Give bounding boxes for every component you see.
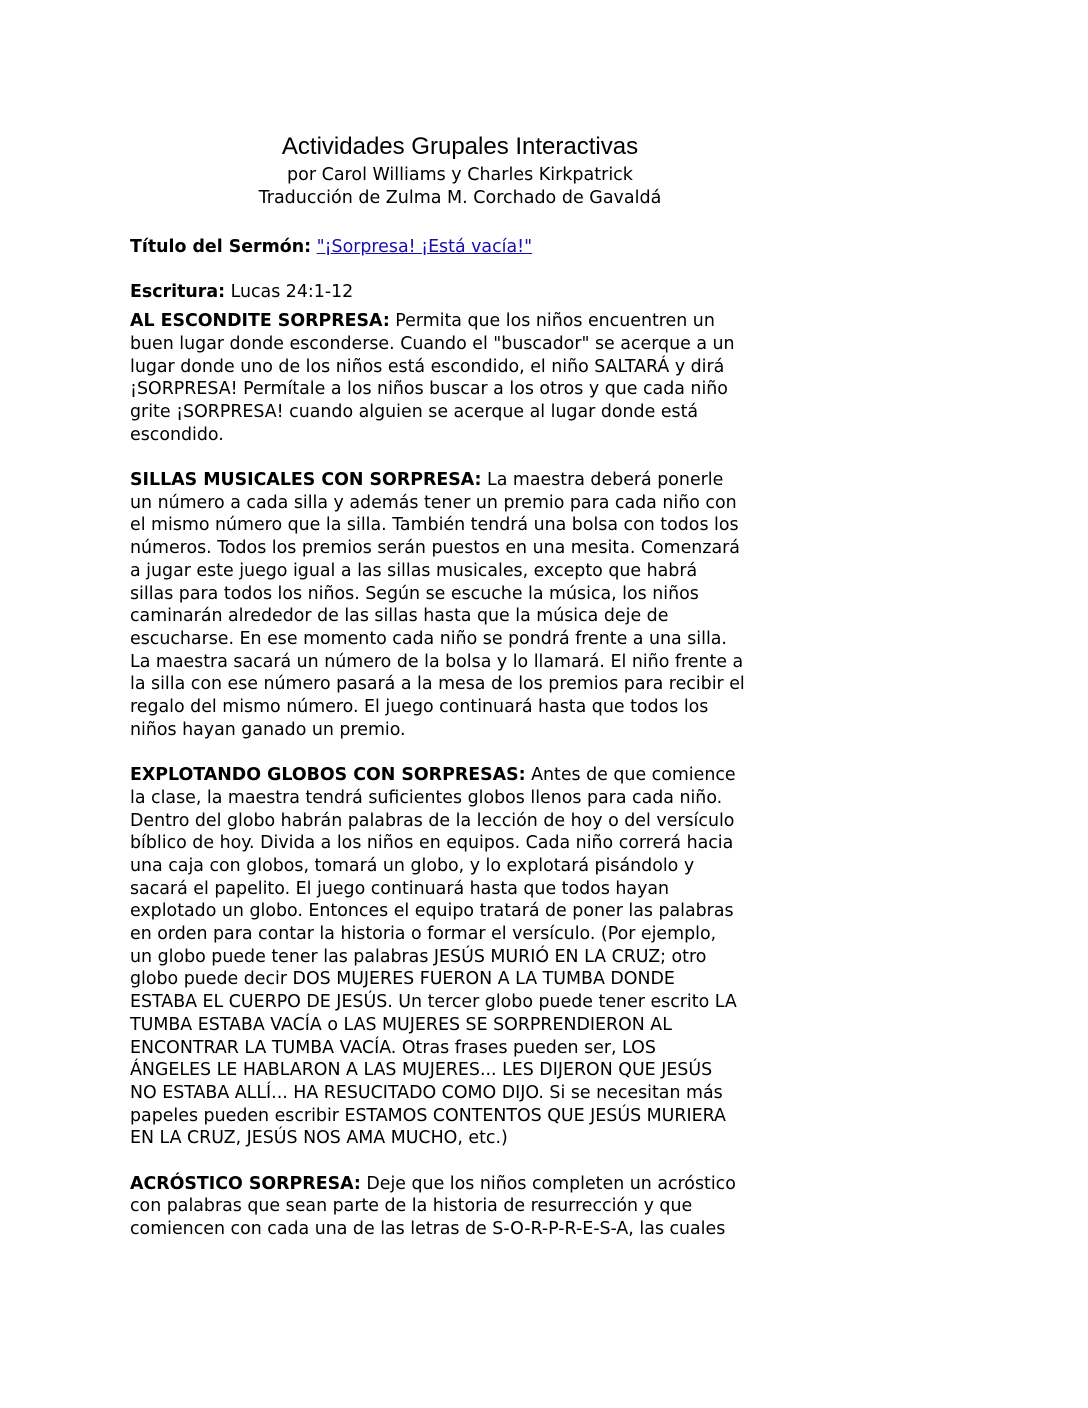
section-text: ESTABA EL CUERPO DE JESÚS. Un tercer globo puede tener escrito LA [130,992,737,1013]
section-text: bíblico de hoy. Divida a los niños en equipos. Cada niño correrá hacia [130,833,734,854]
document-body [130,236,800,1264]
section-text: NO ESTABA ALLÍ... HA RESUCITADO COMO DIJO. Si se necesitan más [130,1082,723,1103]
section-text: Deje que los niños completen un acróstico [360,1173,736,1194]
scripture-reference: Lucas 24:1-12 [230,282,354,303]
page-title: Actividades Grupales Interactivas [281,133,639,160]
section-text: escucharse. En ese momento cada niño se pondrá frente a una silla. [130,628,727,649]
scripture-line [130,281,800,304]
sermon-title-link[interactable]: "¡Sorpresa! ¡Está vacía!" [316,237,533,257]
sermon-title-line [130,236,800,259]
section-text: Dentro del globo habrán palabras de la lección de hoy o del versículo [130,810,735,831]
document-header [0,130,920,210]
section-text: caminarán alrededor de las sillas hasta que la música deje de [130,606,669,627]
section-text: un número a cada silla y además tener un premio para cada niño con [130,492,737,513]
section-line [130,469,800,492]
section-heading: EXPLOTANDO GLOBOS CON SORPRESAS: [130,765,526,786]
section-text: ENCONTRAR LA TUMBA VACÍA. Otras frases pueden ser, LOS [130,1037,656,1058]
section-text: el mismo número que la silla. También tendrá una bolsa con todos los [130,515,739,536]
section-text: explotado un globo. Entonces el equipo tratará de poner las palabras [130,901,734,922]
section-text: la clase, la maestra tendrá suficientes globos llenos para cada niño. [130,787,723,808]
activity-section [130,764,800,1150]
section-text: escondido. [130,424,224,445]
section-text: regalo del mismo número. El juego continuará hasta que todos los [130,697,709,718]
section-text: comiencen con cada una de las letras de S-O-R-P-R-E-S-A, las cuales [130,1219,726,1240]
section-text: con palabras que sean parte de la historia de resurrección y que [130,1196,693,1217]
section-line [130,1173,800,1196]
section-text: Antes de que comience [525,765,736,786]
section-text: sillas para todos los niños. Según se escuche la música, los niños [130,583,699,604]
activity-section [130,1173,800,1241]
section-text: sacará el papelito. El juego continuará hasta que todos hayan [130,878,670,899]
section-text: niños hayan ganado un premio. [130,719,406,740]
section-text: un globo puede tener las palabras JESÚS MURIÓ EN LA CRUZ; otro [130,946,707,967]
section-text: números. Todos los premios serán puestos en una mesita. Comenzará [130,538,740,559]
scripture-label: Escritura: [130,282,226,303]
section-text: TUMBA ESTABA VACÍA o LAS MUJERES SE SORPRENDIERON AL [130,1014,672,1035]
section-text: grite ¡SORPRESA! cuando alguien se acerque al lugar donde está [130,401,699,422]
section-heading: AL ESCONDITE SORPRESA: [130,311,390,332]
section-text: ¡SORPRESA! Permítale a los niños buscar a los otros y que cada niño [130,379,728,400]
section-text: la silla con ese número pasará a la mesa de los premios para recibir el [130,674,745,695]
section-text: La maestra sacará un número de la bolsa y lo llamará. El niño frente a [130,651,744,672]
activity-section [130,310,800,446]
section-text: globo puede decir DOS MUJERES FUERON A LA TUMBA DONDE [130,969,675,990]
section-line [130,310,800,333]
translation-credit: Traducción de Zulma M. Corchado de Gavaldá [258,188,662,208]
section-text: a jugar este juego igual a las sillas musicales, excepto que habrá [130,560,698,581]
section-heading: ACRÓSTICO SORPRESA: [130,1173,361,1194]
activity-section [130,469,800,741]
sermon-title-label: Título del Sermón: [130,237,312,257]
section-line [130,764,800,787]
section-text: en orden para contar la historia o formar el versículo. (Por ejemplo, [130,924,717,945]
section-text: lugar donde uno de los niños está escondido, el niño SALTARÁ y dirá [130,356,725,377]
section-heading: SILLAS MUSICALES CON SORPRESA: [130,470,482,490]
section-text: La maestra deberá ponerle [481,470,724,490]
authors-line: por Carol Williams y Charles Kirkpatrick [287,165,633,185]
section-text: ÁNGELES LE HABLARON A LAS MUJERES... LES DIJERON QUE JESÚS [130,1060,713,1081]
section-text: papeles pueden escribir ESTAMOS CONTENTOS QUE JESÚS MURIERA [130,1105,726,1126]
section-text: EN LA CRUZ, JESÚS NOS AMA MUCHO, etc.) [130,1128,508,1149]
section-text: buen lugar donde esconderse. Cuando el "buscador" se acerque a un [130,333,735,354]
section-text: una caja con globos, tomará un globo, y lo explotará pisándolo y [130,855,695,876]
section-text: Permita que los niños encuentren un [389,311,715,332]
